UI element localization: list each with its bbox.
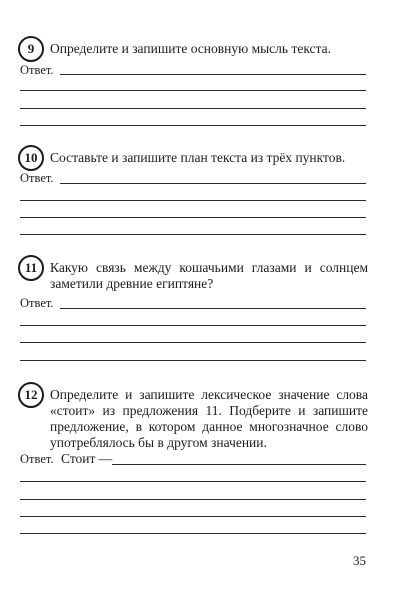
answer-line[interactable] [20, 200, 366, 201]
task-question: Составьте и запишите план текста из трёх пунктов. [50, 150, 346, 165]
task-question: Определите и запишите лексическое значение слова «стоит» из предложения 11. Подберите и запишите предложение, в котором данное многозначное слово употреблялось бы в другом значении. [50, 387, 368, 450]
answer-line[interactable] [60, 308, 366, 309]
task-number-badge: 9 [18, 36, 44, 62]
answer-line[interactable] [112, 464, 366, 465]
answer-label: Ответ. [20, 171, 54, 185]
answer-line[interactable] [20, 108, 366, 109]
page-number: 35 [353, 553, 366, 568]
answer-prefix: Стоит — [61, 451, 113, 466]
answer-line[interactable] [20, 125, 366, 126]
task-question: Какую связь между кошачьими глазами и солнцем заметили древние египтяне? [50, 260, 368, 291]
answer-line[interactable] [20, 90, 366, 91]
answer-line[interactable] [60, 183, 366, 184]
answer-line[interactable] [20, 533, 366, 534]
answer-line[interactable] [20, 325, 366, 326]
answer-label: Ответ. [20, 452, 54, 466]
answer-line[interactable] [20, 360, 366, 361]
answer-line[interactable] [20, 516, 366, 517]
task-number-badge: 12 [18, 382, 44, 408]
answer-label: Ответ. [20, 296, 54, 310]
task-question: Определите и запишите основную мысль текста. [50, 41, 331, 56]
answer-line[interactable] [20, 217, 366, 218]
task-number-badge: 10 [18, 145, 44, 171]
answer-line[interactable] [60, 74, 366, 75]
answer-line[interactable] [20, 481, 366, 482]
answer-line[interactable] [20, 234, 366, 235]
answer-line[interactable] [20, 342, 366, 343]
task-number-badge: 11 [18, 255, 44, 281]
answer-line[interactable] [20, 499, 366, 500]
answer-label: Ответ. [20, 63, 54, 77]
